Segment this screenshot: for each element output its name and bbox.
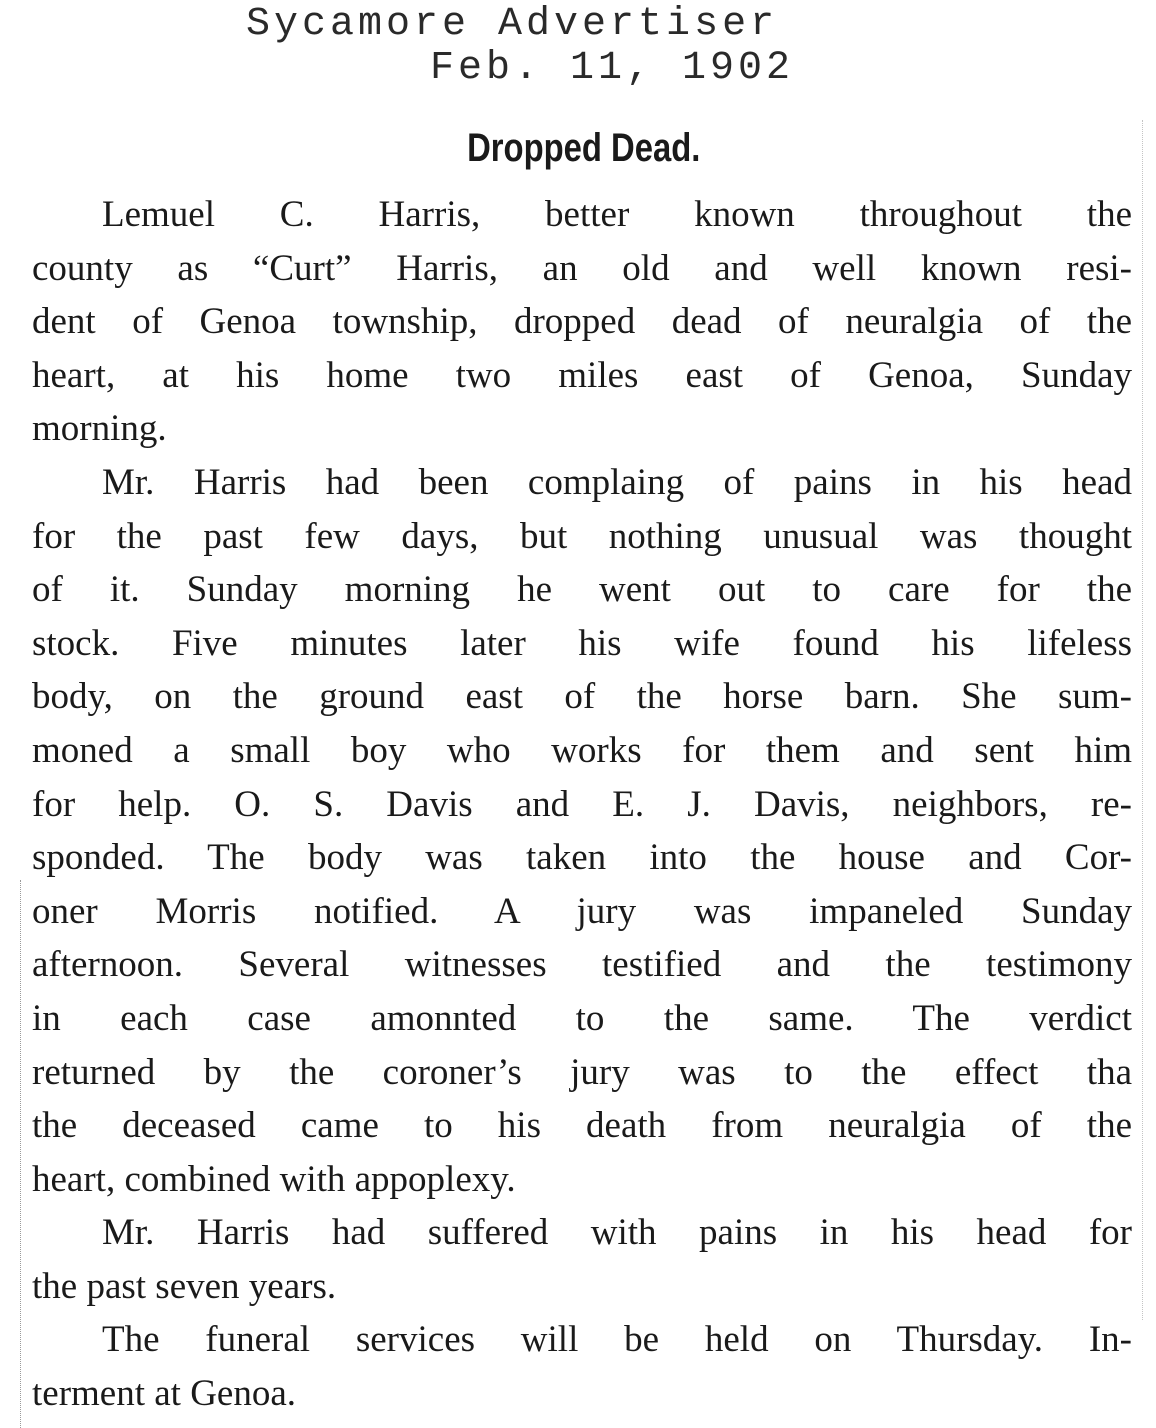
article-line: returned by the coroner’s jury was to the effect tha xyxy=(32,1051,1132,1093)
publication-name: Sycamore Advertiser xyxy=(246,2,779,47)
article-paragraph xyxy=(32,1313,1132,1420)
article-line: heart, at his home two miles east of Genoa, Sunday xyxy=(32,354,1132,396)
clipping-edge-left xyxy=(20,880,21,1428)
article-line: sponded. The body was taken into the house and Cor- xyxy=(32,837,1132,879)
article-line: afternoon. Several witnesses testified and the testimony xyxy=(32,944,1132,986)
article-paragraph xyxy=(32,456,1132,1206)
article-line: Mr. Harris had been complaing of pains in his head xyxy=(102,461,1132,503)
publication-date: Feb. 11, 1902 xyxy=(430,46,795,91)
article-paragraph xyxy=(32,1206,1132,1313)
article-line: of it. Sunday morning he went out to care for the xyxy=(32,569,1132,611)
article-line: oner Morris notified. A jury was impaneled Sunday xyxy=(32,890,1132,932)
article-line: moned a small boy who works for them and sent him xyxy=(32,729,1132,771)
article-paragraph xyxy=(32,188,1132,456)
article-headline: Dropped Dead. xyxy=(467,126,701,170)
article-line: heart, combined with appoplexy. xyxy=(32,1158,516,1200)
article-line: The funeral services will be held on Thursday. In- xyxy=(102,1319,1132,1361)
article-line: Lemuel C. Harris, better known throughout the xyxy=(102,194,1132,235)
article-line: stock. Five minutes later his wife found his lifeless xyxy=(32,622,1132,664)
clipping-edge-right xyxy=(1142,120,1143,1320)
article-line: body, on the ground east of the horse barn. She sum- xyxy=(32,676,1132,718)
article-line: dent of Genoa township, dropped dead of neuralgia of the xyxy=(32,301,1132,343)
article-line: the deceased came to his death from neuralgia of the xyxy=(32,1105,1132,1147)
article-line: in each case amonnted to the same. The verdict xyxy=(32,997,1132,1039)
article-line: for the past few days, but nothing unusual was thought xyxy=(32,515,1132,557)
article-line: for help. O. S. Davis and E. J. Davis, neighbors, re- xyxy=(32,783,1132,825)
article-line: Mr. Harris had suffered with pains in his head for xyxy=(102,1212,1132,1254)
article-line: morning. xyxy=(32,408,167,450)
article-line: the past seven years. xyxy=(32,1265,337,1307)
article-body xyxy=(32,188,1132,1421)
article-line: terment at Genoa. xyxy=(32,1373,297,1415)
article-line: county as “Curt” Harris, an old and well known resi- xyxy=(32,247,1132,289)
